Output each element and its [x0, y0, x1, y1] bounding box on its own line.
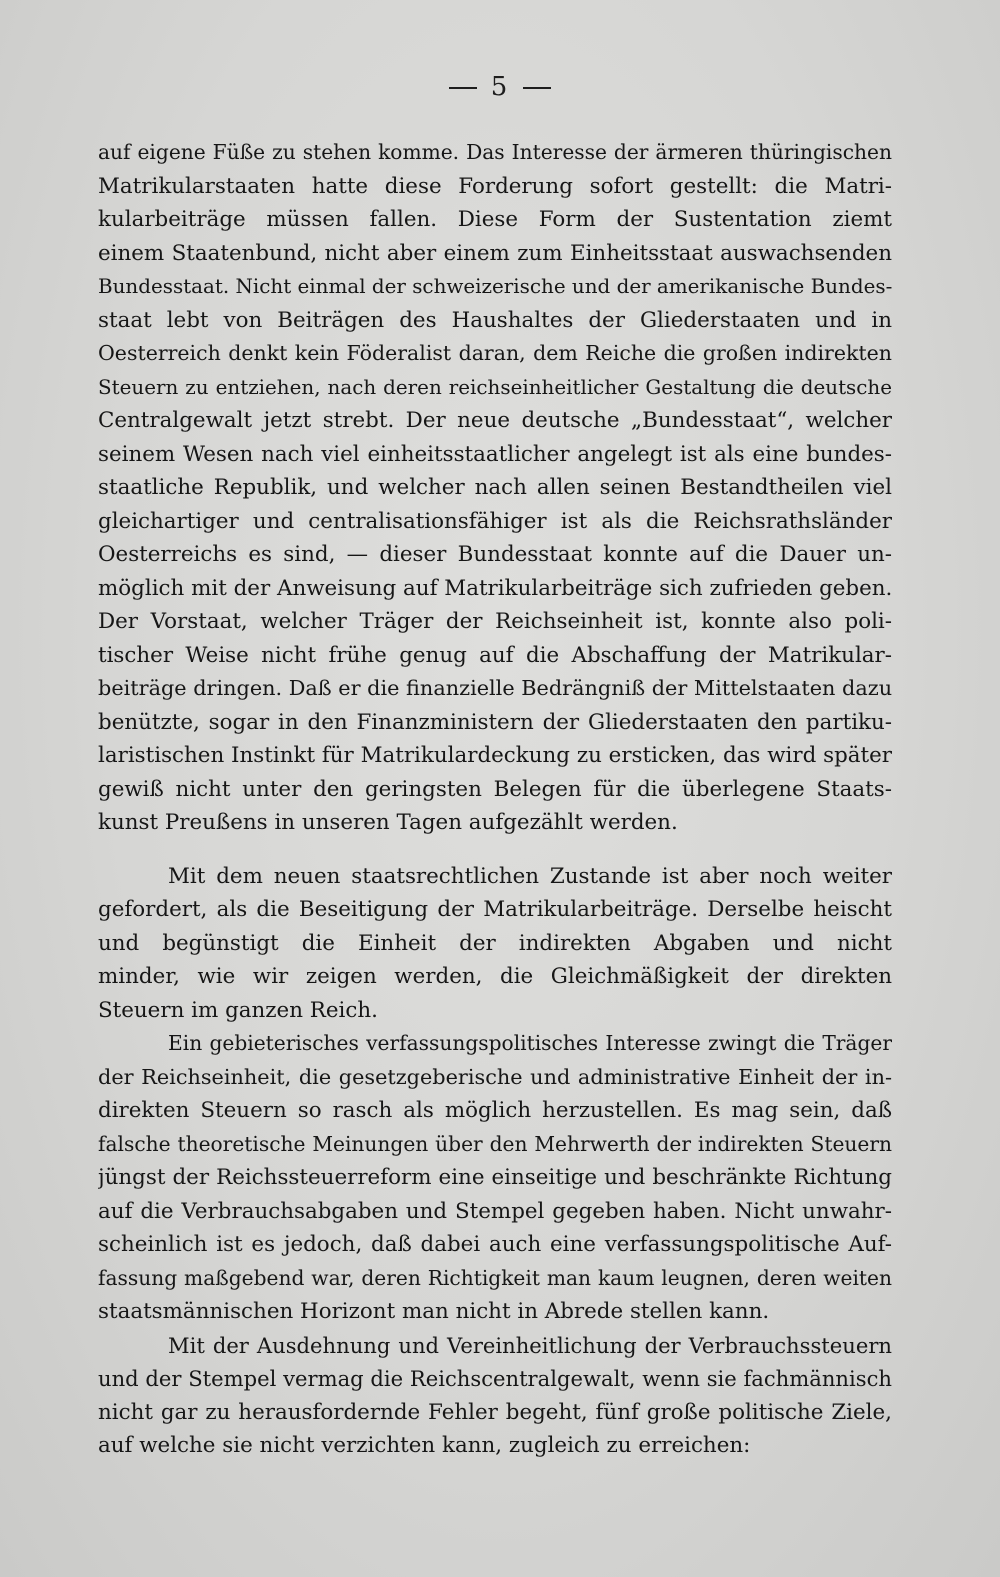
text-line: möglich mit der Anweisung auf Matrikularbeiträge sich zufrieden geben. [98, 575, 892, 601]
text-line: Oesterreich denkt kein Föderalist daran, dem Reiche die großen indirekten [98, 341, 892, 365]
text-line: tischer Weise nicht frühe genug auf die Abschaffung der Matrikular- [98, 642, 892, 668]
paragraph-3 [98, 1027, 892, 1329]
text-line: Steuern zu entziehen, nach deren reichseinheitlicher Gestaltung die deutsche [98, 375, 892, 399]
text-line: auf eigene Füße zu stehen komme. Das Interesse der ärmeren thüringischen [98, 140, 892, 164]
text-line: auf welche sie nicht verzichten kann, zugleich zu erreichen: [98, 1433, 751, 1458]
text-line: kularbeiträge müssen fallen. Diese Form der Sustentation ziemt [98, 207, 892, 232]
text-line: jüngst der Reichssteuerreform eine einseitige und beschränkte Richtung [98, 1165, 892, 1190]
text-line: einem Staatenbund, nicht aber einem zum Einheitsstaat auswachsenden [98, 240, 892, 266]
text-line: scheinlich ist es jedoch, daß dabei auch eine verfassungspolitische Auf- [98, 1232, 892, 1257]
text-line: fassung maßgebend war, deren Richtigkeit man kaum leugnen, deren weiten [98, 1265, 892, 1290]
text-line: Mit der Ausdehnung und Vereinheitlichung der Verbrauchssteuern [168, 1332, 892, 1358]
text-line: minder, wie wir zeigen werden, die Gleichmäßigkeit der direkten [98, 964, 892, 989]
text-line: Der Vorstaat, welcher Träger der Reichseinheit ist, konnte also poli- [98, 609, 892, 634]
text-line: Bundesstaat. Nicht einmal der schweizerische und der amerikanische Bundes- [98, 275, 892, 298]
text-line: staat lebt von Beiträgen des Haushaltes der Gliederstaaten und in [98, 307, 892, 333]
text-line: laristischen Instinkt für Matrikulardeckung zu ersticken, das wird später [98, 743, 892, 768]
page-number-dash-left [449, 87, 477, 89]
text-line: Centralgewalt jetzt strebt. Der neue deutsche „Bundesstaat“, welcher [98, 408, 892, 433]
text-line: Ein gebieterisches verfassungspolitisches Interesse zwingt die Träger [168, 1031, 892, 1055]
page-number-value: 5 [490, 72, 510, 102]
paragraph-1 [98, 136, 892, 840]
text-line: auf die Verbrauchsabgaben und Stempel gegeben haben. Nicht unwahr- [98, 1198, 892, 1224]
paragraph-2 [98, 860, 892, 1028]
text-line: beiträge dringen. Daß er die finanzielle Bedrängniß der Mittelstaaten dazu [98, 676, 892, 700]
text-line: kunst Preußens in unseren Tagen aufgezählt werden. [98, 810, 678, 835]
page-number-dash-right [523, 87, 551, 89]
text-line: direkten Steuern so rasch als möglich herzustellen. Es mag sein, daß [98, 1098, 892, 1123]
text-line: Mit dem neuen staatsrechtlichen Zustande ist aber noch weiter [168, 863, 892, 889]
text-line: gleichartiger und centralisationsfähiger ist als die Reichsrathsländer [98, 508, 892, 534]
text-line: Matrikularstaaten hatte diese Forderung sofort gestellt: die Matri- [98, 173, 892, 199]
text-line: seinem Wesen nach viel einheitsstaatlicher angelegt ist als eine bundes- [98, 441, 892, 467]
body-text [98, 136, 892, 1463]
text-line: benützte, sogar in den Finanzministern der Gliederstaaten den partiku- [98, 709, 892, 735]
text-line: Oesterreichs es sind, — dieser Bundesstaat konnte auf die Dauer un- [98, 542, 892, 567]
text-line: falsche theoretische Meinungen über den Mehrwerth der indirekten Steuern [98, 1131, 892, 1156]
page-number [0, 72, 1000, 102]
text-line: staatliche Republik, und welcher nach allen seinen Bestandtheilen viel [98, 475, 892, 500]
text-line: gewiß nicht unter den geringsten Belegen für die überlegene Staats- [98, 776, 892, 802]
text-line: nicht gar zu herausfordernde Fehler begeht, fünf große politische Ziele, [98, 1399, 892, 1425]
paragraph-4 [98, 1329, 892, 1463]
text-line: und begünstigt die Einheit der indirekten Abgaben und nicht [98, 930, 892, 956]
text-line: staatsmännischen Horizont man nicht in Abrede stellen kann. [98, 1299, 770, 1324]
text-line: der Reichseinheit, die gesetzgeberische und administrative Einheit der in- [98, 1064, 892, 1089]
text-line: gefordert, als die Beseitigung der Matrikularbeiträge. Derselbe heischt [98, 897, 892, 922]
text-line: Steuern im ganzen Reich. [98, 997, 378, 1023]
text-line: und der Stempel vermag die Reichscentralgewalt, wenn sie fachmännisch [98, 1366, 892, 1391]
